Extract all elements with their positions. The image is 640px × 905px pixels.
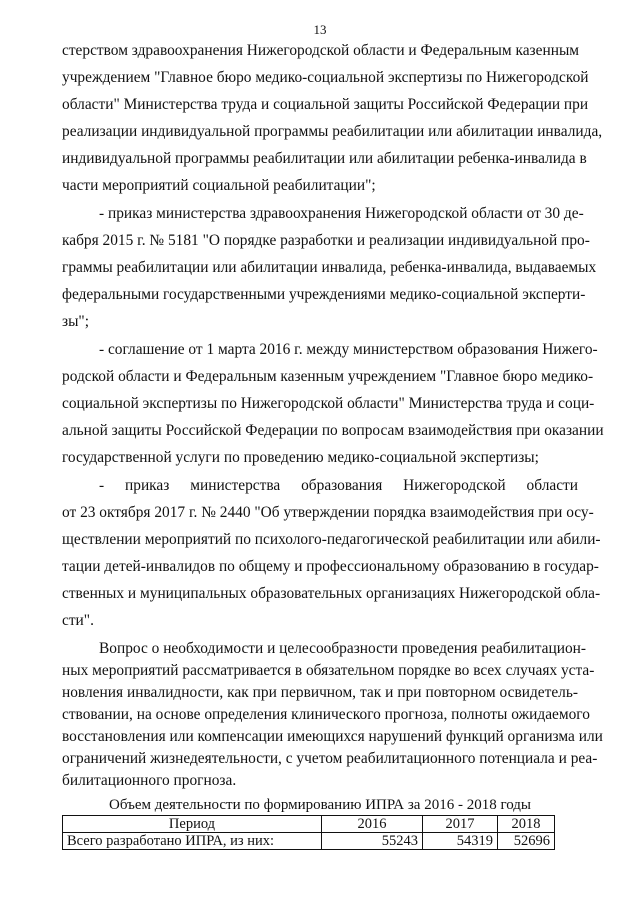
text-line: альной защиты Российской Федерации по вопросам взаимодействия при оказании: [62, 422, 604, 439]
text-line: учреждением "Главное бюро медико-социальной экспертизы по Нижегородской: [62, 69, 589, 86]
text-line: граммы реабилитации или абилитации инвалида, ребенка-инвалида, выдаваемых: [62, 259, 597, 276]
text-line: новления инвалидности, как при первичном, так и при повторном освидетель-: [62, 684, 578, 701]
text-line: зы";: [62, 313, 89, 330]
text-line: кабря 2015 г. № 5181 "О порядке разработки и реализации индивидуальной про-: [62, 232, 590, 249]
text-line: билитационного прогноза.: [62, 772, 237, 789]
text-line: родской области и Федеральным казенным учреждением "Главное бюро медико-: [62, 368, 594, 385]
text-line: государственной услуги по проведению медико-социальной экспертизы;: [62, 449, 539, 466]
text-line: - соглашение от 1 марта 2016 г. между министерством образования Нижего-: [99, 341, 598, 358]
text-line: ствовании, на основе определения клинического прогноза, полноты ожидаемого: [62, 706, 590, 723]
text-line: стерством здравоохранения Нижегородской области и Федеральным казенным: [62, 42, 580, 59]
text-line: области" Министерства труда и социальной защиты Российской Федерации при: [62, 96, 589, 113]
table-cell: Всего разработано ИПРА, из них:: [63, 833, 322, 850]
table-row: [63, 833, 555, 850]
ipra-table: [62, 815, 555, 850]
table-header-cell: Период: [63, 816, 322, 833]
text-line: части мероприятий социальной реабилитации";: [62, 177, 376, 194]
text-line: от 23 октября 2017 г. № 2440 "Об утверждении порядка взаимодействия при осу-: [62, 504, 594, 521]
text-line: социальной экспертизы по Нижегородской области" Министерства труда и соци-: [62, 395, 595, 412]
table-cell: 52696: [498, 833, 555, 850]
text-line: Вопрос о необходимости и целесообразности проведения реабилитацион-: [99, 640, 587, 657]
table-cell: 54319: [423, 833, 498, 850]
table-header-cell: 2016: [322, 816, 423, 833]
table-header-row: [63, 816, 555, 833]
text-line: - приказ министерства здравоохранения Нижегородской области от 30 де-: [99, 205, 584, 222]
text-line: ственных и муниципальных образовательных организациях Нижегородской обла-: [62, 585, 601, 602]
table-cell: 55243: [322, 833, 423, 850]
text-line: - приказ министерства образования Нижегородской области: [99, 477, 578, 494]
text-line: индивидуальной программы реабилитации или абилитации ребенка-инвалида в: [62, 150, 587, 167]
text-line: сти".: [62, 612, 94, 629]
text-line: федеральными государственными учреждениями медико-социальной эксперти-: [62, 286, 586, 303]
table-header-cell: 2018: [498, 816, 555, 833]
text-line: ществлении мероприятий по психолого-педагогической реабилитации или абили-: [62, 531, 601, 548]
table-title: Объем деятельности по формированию ИПРА за 2016 - 2018 годы: [108, 797, 531, 813]
text-line: восстановления или компенсации имеющихся нарушений функций организма или: [62, 728, 603, 745]
text-line: реализации индивидуальной программы реабилитации или абилитации инвалида,: [62, 123, 603, 140]
table-header-cell: 2017: [423, 816, 498, 833]
text-line: ных мероприятий рассматривается в обязательном порядке во всех случаях уста-: [62, 662, 595, 679]
page-number: 13: [313, 22, 327, 37]
text-line: ограничений жизнедеятельности, с учетом реабилитационного потенциала и реа-: [62, 750, 598, 767]
text-line: тации детей-инвалидов по общему и профессиональному образованию в государ-: [62, 558, 599, 575]
